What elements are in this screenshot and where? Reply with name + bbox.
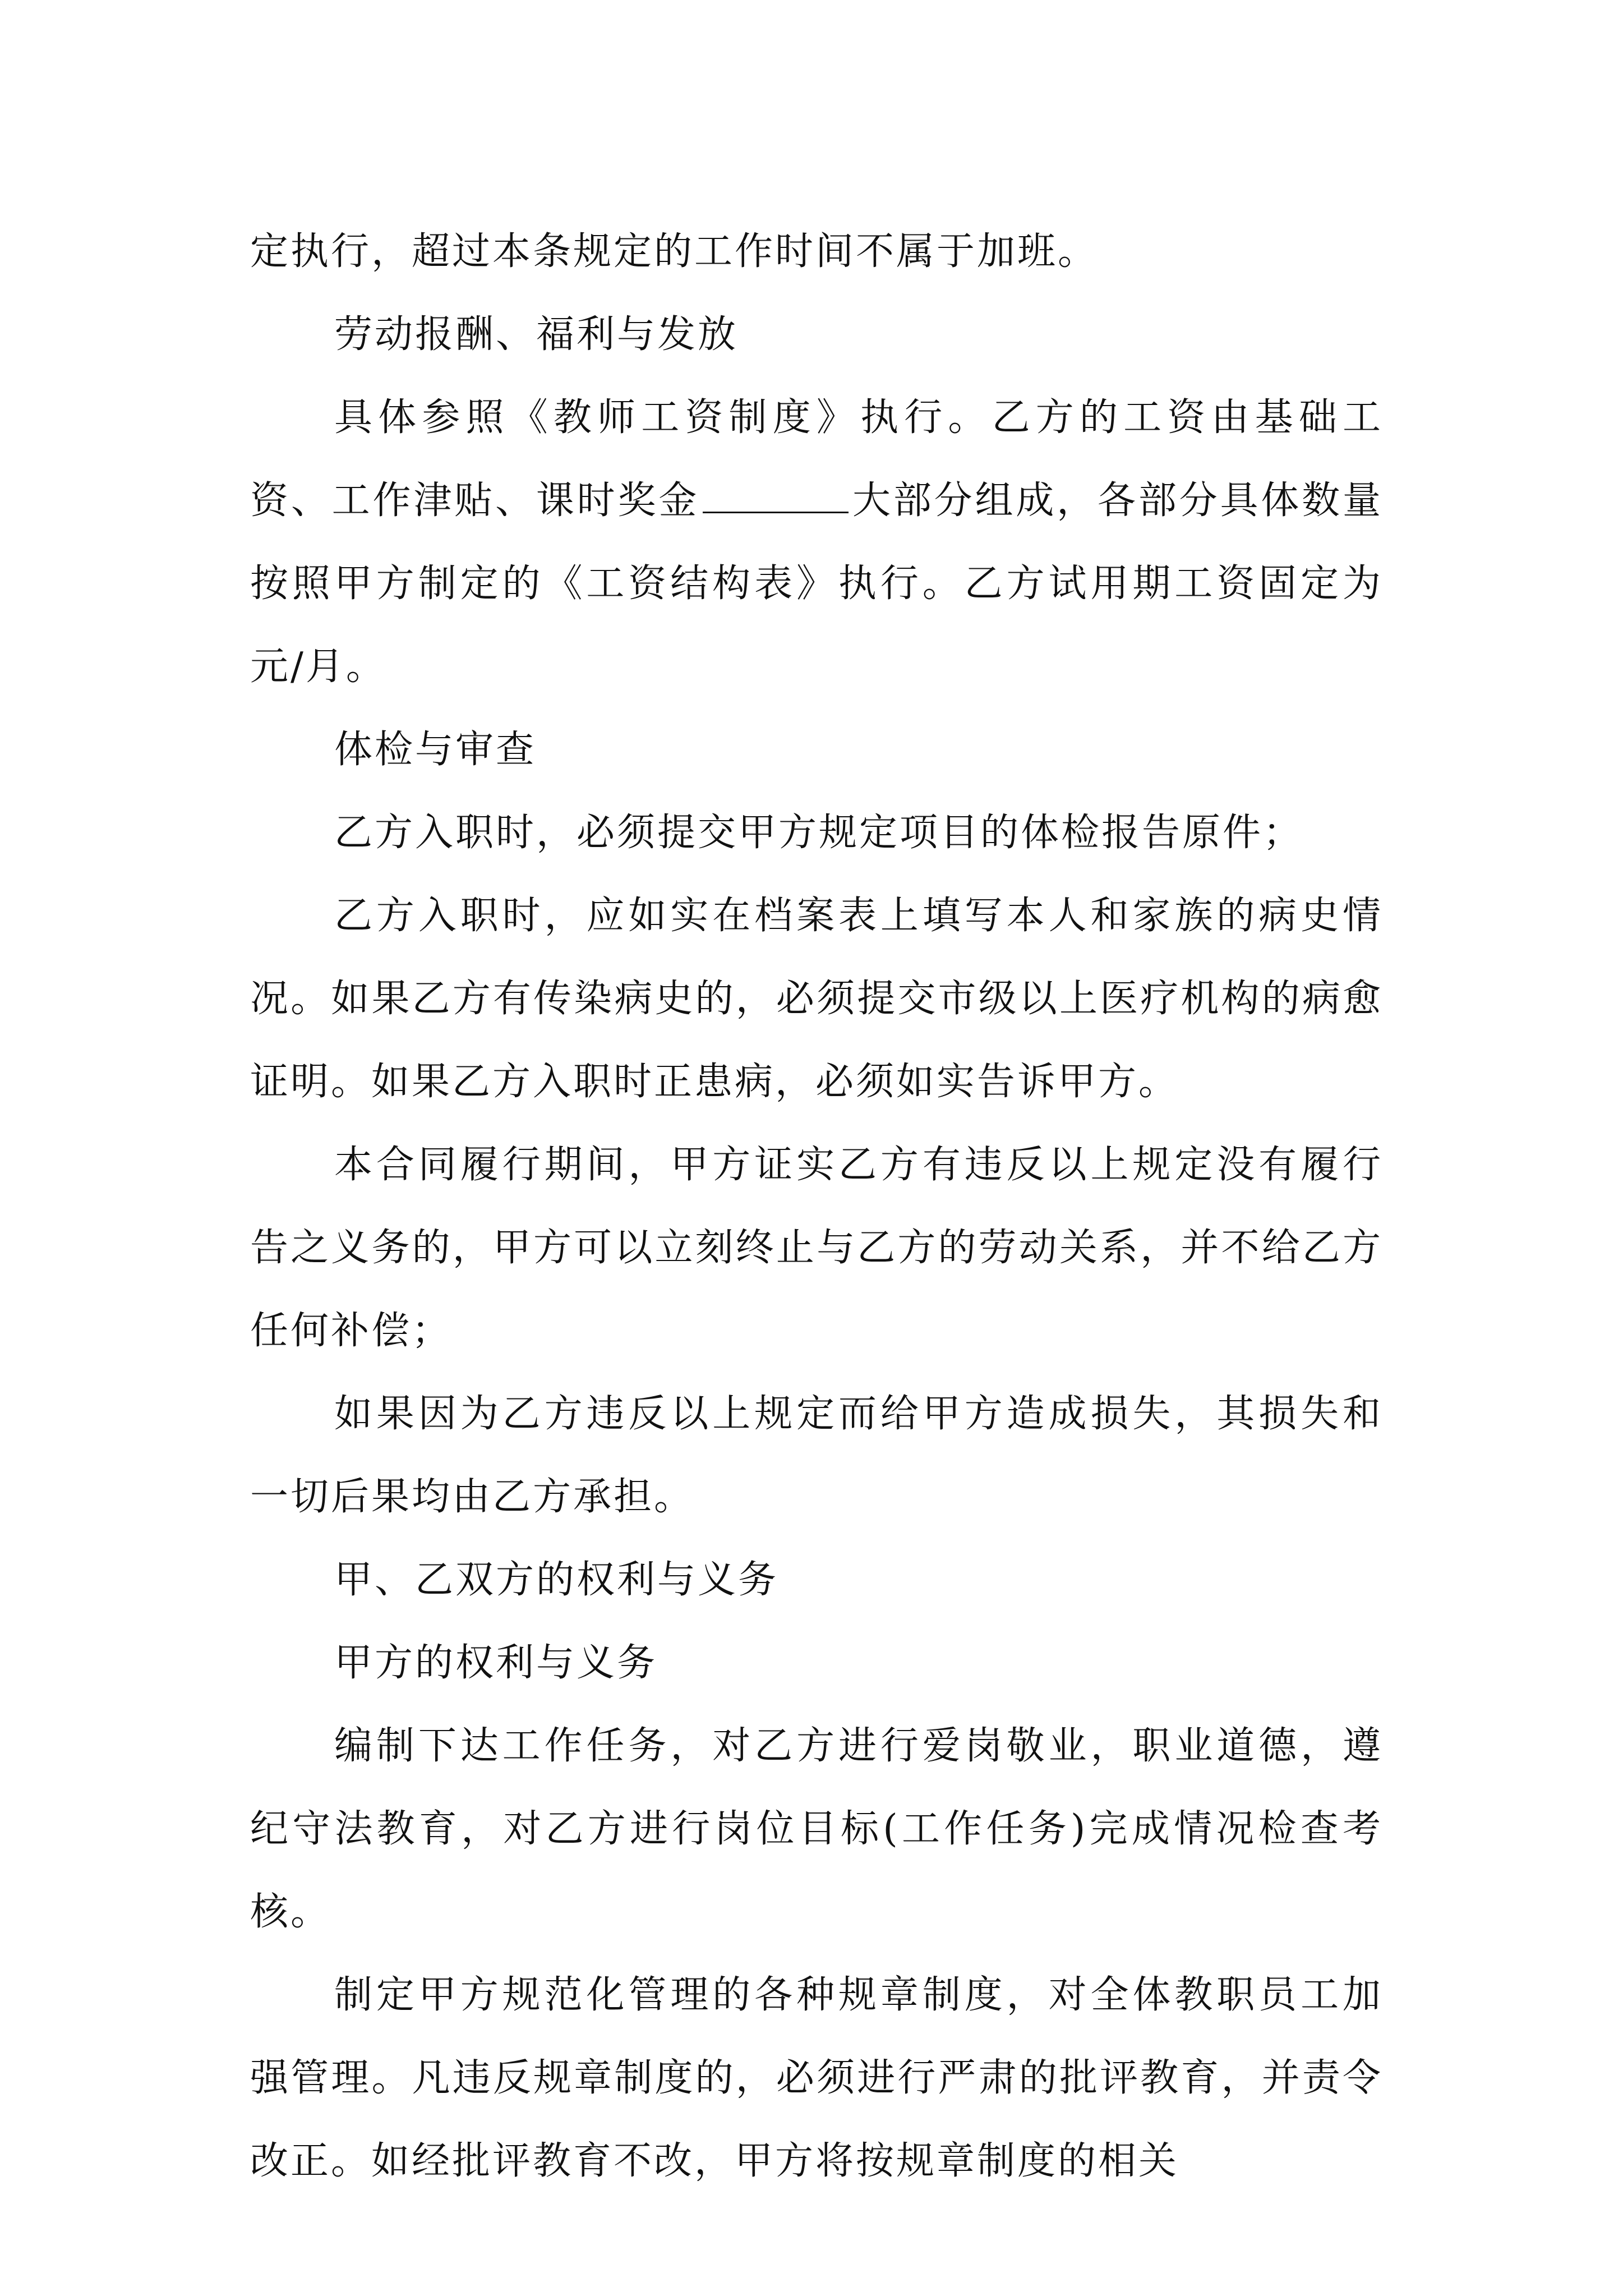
fill-in-blank: [703, 479, 849, 513]
salary-text-after-blank: 大部分组成，各部分具体数量按照甲方制定的《工资结构表》执行。乙方试用期工资固定为 元/月。: [250, 478, 1383, 689]
paragraph-liability: 如果因为乙方违反以上规定而给甲方造成损失，其损失和一切后果均由乙方承担。: [250, 1392, 1383, 1519]
document-body: [250, 210, 1383, 2203]
paragraph-medical-history: 乙方入职时，应如实在档案表上填写本人和家族的病史情况。如果乙方有传染病史的，必须提交市级以上医疗机构的病愈证明。如果乙方入职时正患病，必须如实告诉甲方。: [250, 894, 1383, 1104]
paragraph-work-tasks: 编制下达工作任务，对乙方进行爱岗敬业，职业道德，遵纪守法教育，对乙方进行岗位目标(工作任务)完成情况检查考核。: [250, 1724, 1383, 1934]
paragraph-medical-report: 乙方入职时，必须提交甲方规定项目的体检报告原件；: [334, 811, 1304, 855]
section-heading-remuneration: 劳动报酬、福利与发放: [334, 312, 739, 357]
paragraph-rules-management: 制定甲方规范化管理的各种规章制度，对全体教职员工加强管理。凡违反规章制度的，必须进行严肃的批评教育，并责令改正。如经批评教育不改，甲方将按规章制度的相关: [250, 1973, 1383, 2183]
salary-text-before-blank: 具体参照《教师工资制度》执行。乙方的工资由基础工资、工作津贴、课时奖金: [250, 395, 1383, 523]
paragraph-salary: [250, 376, 1383, 708]
paragraph-continuation: 定执行，超过本条规定的工作时间不属于加班。: [250, 229, 1099, 274]
section-heading-medical-check: 体检与审查: [334, 728, 537, 772]
section-heading-rights-obligations: 甲、乙双方的权利与义务: [334, 1558, 779, 1602]
subsection-heading-party-a: 甲方的权利与义务: [334, 1641, 658, 1685]
paragraph-termination: 本合同履行期间，甲方证实乙方有违反以上规定没有履行告之义务的，甲方可以立刻终止与乙方的劳动关系，并不给乙方任何补偿；: [250, 1143, 1383, 1353]
